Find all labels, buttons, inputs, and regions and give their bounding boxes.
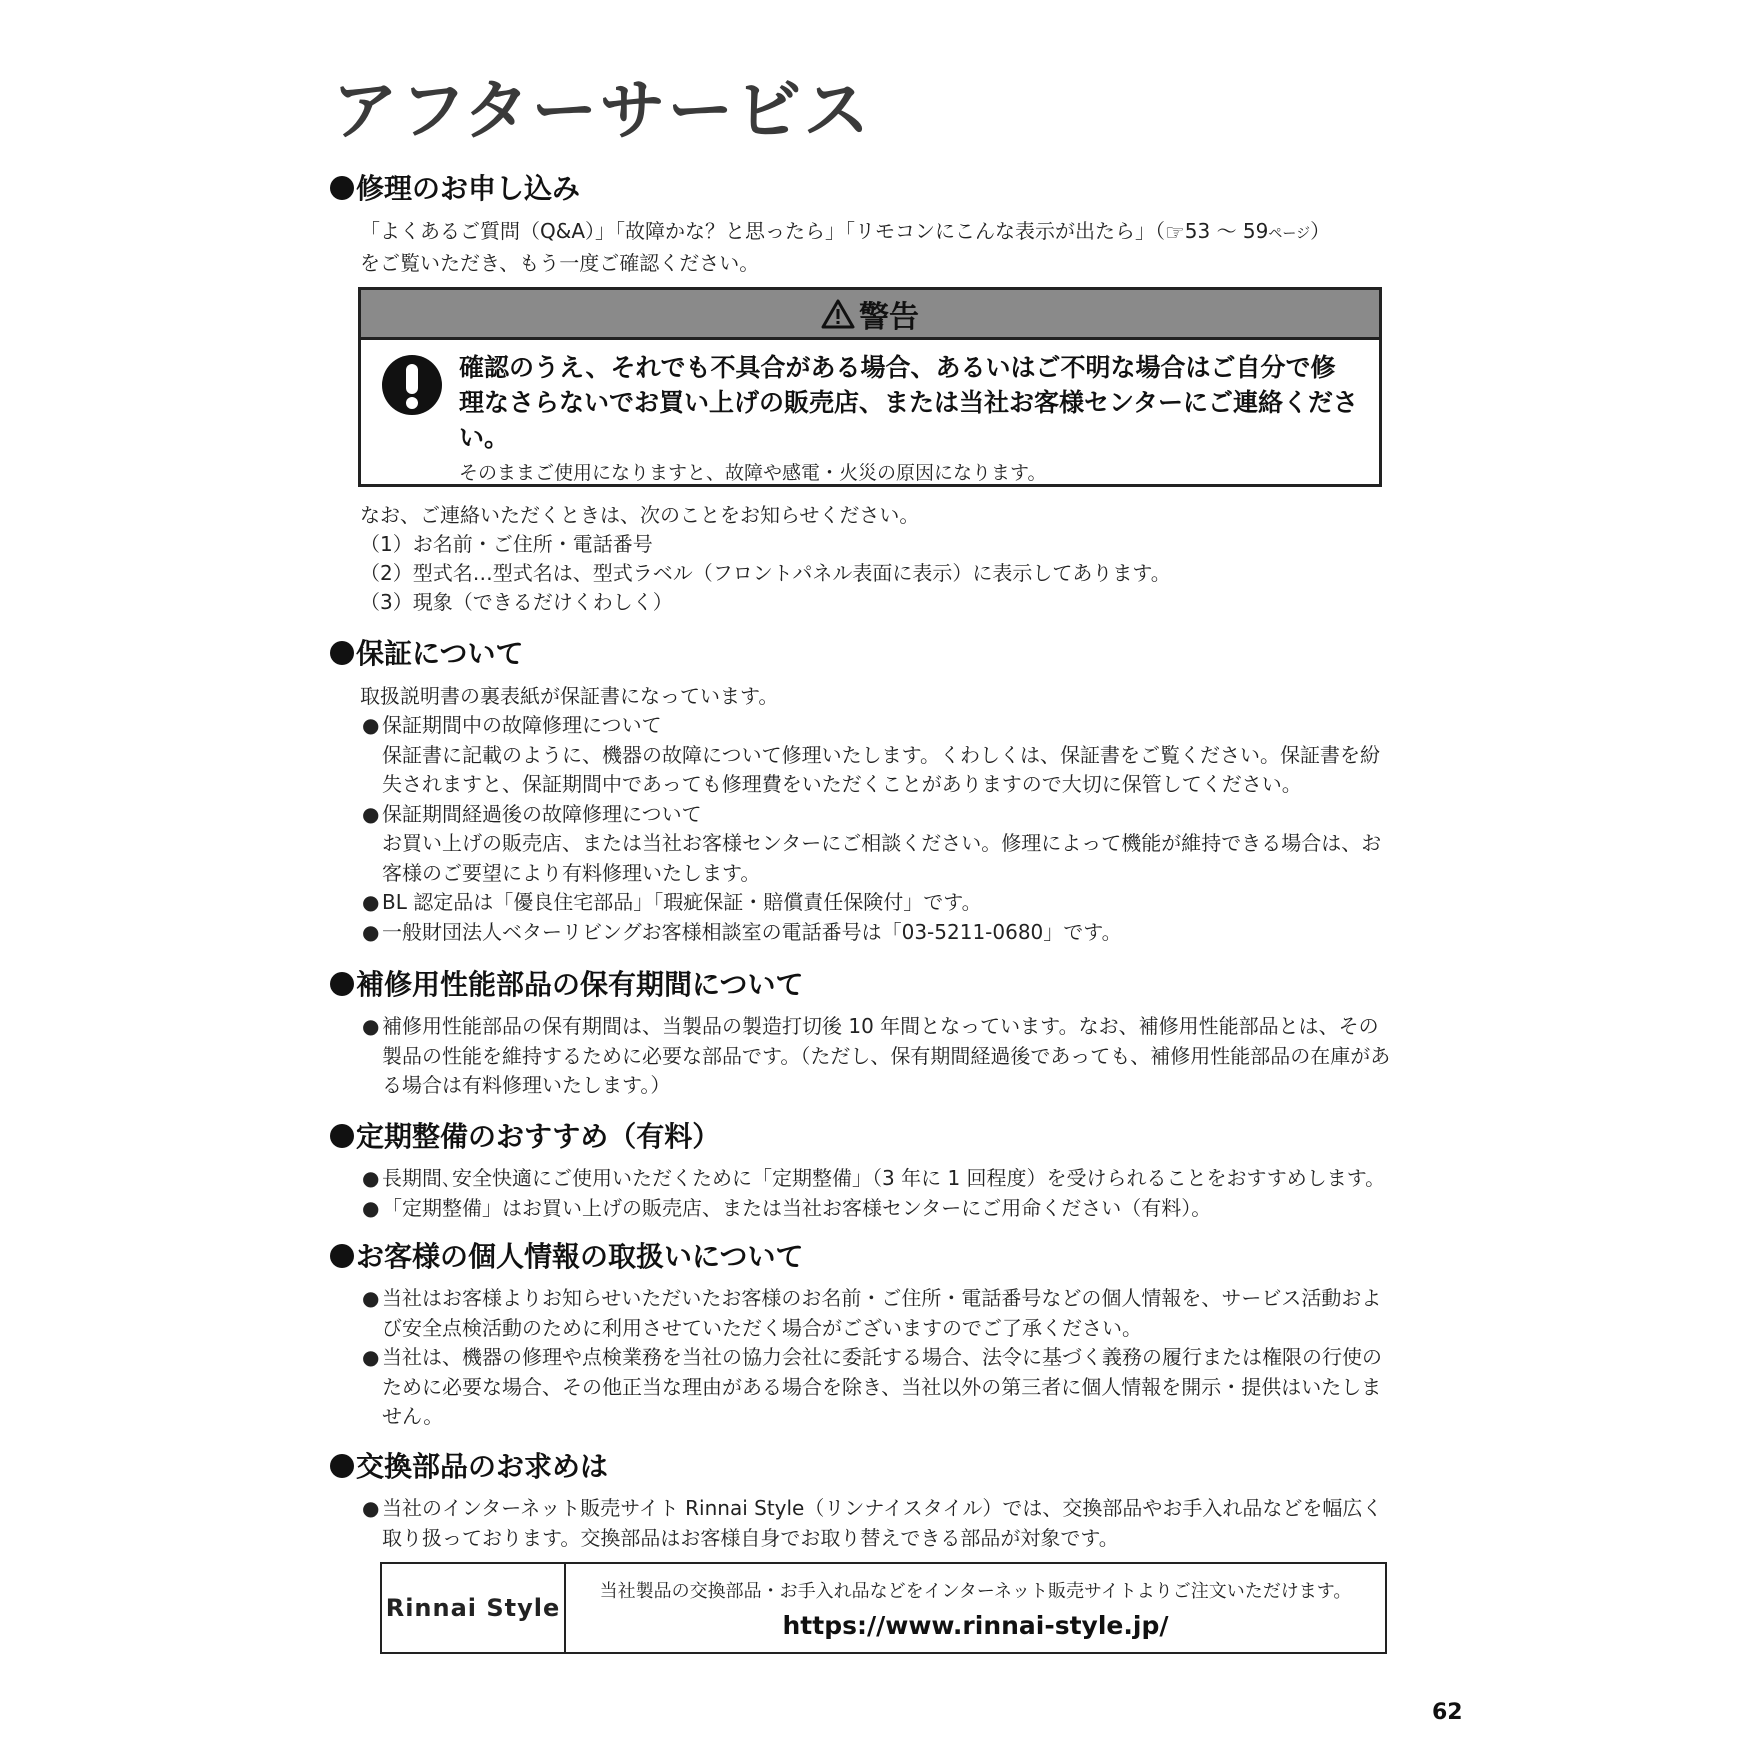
list-item xyxy=(362,1194,1394,1224)
rinnai-style-url-link[interactable]: https://www.rinnai-style.jp/ xyxy=(782,1610,1169,1640)
list-item-text: 長期間､安全快適にご使用いただくために「定期整備」（3 年に 1 回程度）を受けられることをおすすめします。 xyxy=(382,1166,1386,1190)
rinnai-style-box xyxy=(380,1562,1387,1654)
bullet-dot-icon xyxy=(330,1244,354,1268)
privacy-list xyxy=(362,1284,1394,1432)
section-heading-parts-period-label: 補修用性能部品の保有期間について xyxy=(356,968,804,1001)
page-number: 62 xyxy=(1432,1700,1463,1725)
list-item-title: 保証期間中の故障修理について xyxy=(382,713,662,737)
bullet-icon: ● xyxy=(362,919,380,944)
section-heading-warranty xyxy=(330,637,523,671)
section-heading-repair xyxy=(330,172,580,206)
bullet-icon: ● xyxy=(362,890,380,914)
section-heading-parts-order-label: 交換部品のお求めは xyxy=(356,1450,609,1483)
repair-intro-ref-pages[interactable]: 53 ～ 59 xyxy=(1184,219,1269,243)
bullet-icon: ● xyxy=(362,713,380,737)
warning-bold-text: 確認のうえ、それでも不具合がある場合、あるいはご不明な場合はご自分で修理なさらないでお買い上げの販売店、または当社お客様センターにご連絡ください。 xyxy=(459,353,1359,452)
repair-intro-ref-unit: ページ xyxy=(1268,226,1311,242)
exclamation-circle-icon xyxy=(381,354,443,416)
list-item xyxy=(362,1012,1394,1101)
list-item-body: 保証書に記載のように、機器の故障について修理いたします。くわしくは、保証書をご覧ください。保証書を紛失されますと、保証期間中であっても修理費をいただくことがありますので大切に保管してください。 xyxy=(382,742,1380,796)
parts-period-list xyxy=(362,1012,1394,1101)
warranty-intro: 取扱説明書の裏表紙が保証書になっています。 xyxy=(360,684,779,708)
bullet-icon: ● xyxy=(362,1166,380,1190)
repair-intro xyxy=(360,217,1330,278)
list-item xyxy=(362,1343,1394,1432)
list-item-text: 当社は、機器の修理や点検業務を当社の協力会社に委託する場合、法令に基づく義務の履行または権限の行使のために必要な場合、その他正当な理由がある場合を除き、当社以外の第三者に個人情報を開示・提供はいたしません。 xyxy=(382,1345,1382,1428)
bullet-icon: ● xyxy=(362,801,380,826)
list-item xyxy=(362,800,1394,889)
warning-note: そのままご使用になりますと、故障や感電・火災の原因になります。 xyxy=(459,462,1047,484)
list-item xyxy=(362,1164,1394,1194)
section-heading-privacy-label: お客様の個人情報の取扱いについて xyxy=(356,1240,804,1273)
rinnai-style-info xyxy=(566,1564,1385,1652)
parts-order-list xyxy=(362,1494,1394,1553)
list-item-text: 補修用性能部品の保有期間は、当製品の製造打切後 10 年間となっています。なお、補修用性能部品とは、その製品の性能を維持するために必要な部品です。（ただし、保有期間経過後であっても、補修用性能部品の在庫がある場合は有料修理いたします。） xyxy=(382,1014,1391,1097)
bullet-dot-icon xyxy=(330,1124,354,1148)
list-item xyxy=(362,888,1394,918)
bullet-dot-icon xyxy=(330,176,354,200)
bullet-dot-icon xyxy=(330,1454,354,1478)
bullet-dot-icon xyxy=(330,972,354,996)
rinnai-style-logo: Rinnai Style xyxy=(382,1564,566,1652)
warning-title: 警告 xyxy=(859,299,919,335)
bullet-icon: ● xyxy=(362,1195,380,1220)
list-item-text: 当社のインターネット販売サイト Rinnai Style（リンナイスタイル）では、交換部品やお手入れ品などを幅広く取り扱っております。交換部品はお客様自身でお取り替えできる部品が対象です。 xyxy=(382,1496,1383,1550)
section-heading-maintenance-label: 定期整備のおすすめ（有料） xyxy=(356,1120,721,1153)
section-heading-parts-order xyxy=(330,1450,608,1484)
warranty-list xyxy=(362,711,1394,947)
repair-intro-line1 xyxy=(360,217,1330,249)
list-item-text: 当社はお客様よりお知らせいただいたお客様のお名前・ご住所・電話番号などの個人情報を、サービス活動および安全点検活動のために利用させていただく場合がございますのでご了承ください。 xyxy=(382,1286,1382,1340)
pointing-hand-icon: ☞ xyxy=(1165,221,1185,246)
section-heading-warranty-label: 保証について xyxy=(356,637,524,670)
list-item xyxy=(362,1494,1394,1553)
repair-intro-close: ） xyxy=(1310,219,1331,243)
section-heading-privacy xyxy=(330,1240,803,1274)
list-item-title: 一般財団法人ベターリビングお客様相談室の電話番号は「03-5211-0680」です。 xyxy=(382,919,1122,944)
warning-box xyxy=(358,287,1382,487)
section-heading-maintenance xyxy=(330,1120,720,1154)
section-heading-repair-label: 修理のお申し込み xyxy=(356,172,581,205)
contact-item: （1）お名前・ご住所・電話番号 xyxy=(360,532,653,556)
rinnai-style-description: 当社製品の交換部品・お手入れ品などをインターネット販売サイトよりご注文いただけます。 xyxy=(599,1580,1352,1602)
contact-info xyxy=(360,501,1171,617)
contact-item: （3）現象（できるだけくわしく） xyxy=(360,590,673,614)
page-title: アフターサービス xyxy=(332,72,872,149)
bullet-dot-icon xyxy=(330,641,354,665)
section-heading-parts-period xyxy=(330,968,803,1002)
contact-item: （2）型式名…型式名は、型式ラベル（フロントパネル表面に表示）に表示してあります。 xyxy=(360,561,1171,585)
repair-intro-line2: をご覧いただき、もう一度ご確認ください。 xyxy=(360,251,760,275)
list-item xyxy=(362,1284,1394,1343)
repair-intro-text: 「よくあるご質問（Q&A）」「故障かな？と思ったら」「リモコンにこんな表示が出たら」（ xyxy=(360,219,1166,243)
list-item-text: 「定期整備」はお買い上げの販売店、または当社お客様センターにご用命ください（有料）。 xyxy=(382,1195,1212,1220)
list-item xyxy=(362,918,1394,948)
maintenance-list xyxy=(362,1164,1394,1223)
bullet-icon: ● xyxy=(362,1496,380,1520)
list-item-title: BL 認定品は「優良住宅部品」「瑕疵保証・賠償責任保険付」です。 xyxy=(382,890,982,914)
warning-triangle-icon xyxy=(821,299,855,329)
list-item-body: お買い上げの販売店、または当社お客様センターにご相談ください。修理によって機能が維持できる場合は、お客様のご要望により有料修理いたします。 xyxy=(382,831,1382,885)
contact-intro: なお、ご連絡いただくときは、次のことをお知らせください。 xyxy=(360,503,920,527)
bullet-icon: ● xyxy=(362,1286,380,1310)
list-item-title: 保証期間経過後の故障修理について xyxy=(382,801,702,826)
bullet-icon: ● xyxy=(362,1345,380,1369)
warning-header xyxy=(361,290,1379,340)
bullet-icon: ● xyxy=(362,1014,380,1038)
list-item xyxy=(362,711,1394,800)
